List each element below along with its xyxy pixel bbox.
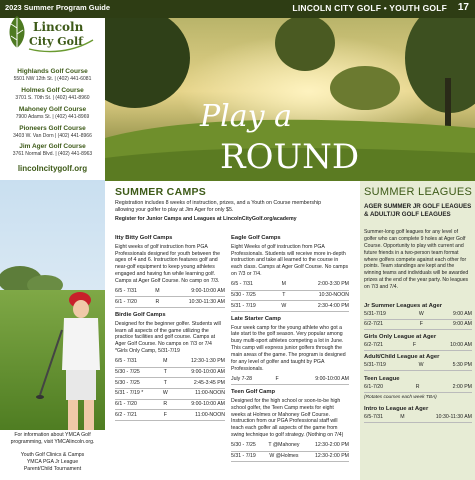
camp-desc: Designed for the beginner golfer. Students will learn all aspects of the game utilizing the practice facilities and golf course. Camps at Ager Golf Course. No camps on 7/3 or 7/4 *Girls Only Camp, 5/31-7/19 <box>115 320 221 355</box>
sched-dates: 5/31 - 7/19 <box>231 301 279 312</box>
sched-time: 9:00 AM <box>427 310 472 319</box>
league-schedule <box>364 310 472 330</box>
sched-dates: 6/1-7/20 <box>364 383 413 392</box>
camp-desc: Designed for the high school or soon-to-be high school golfer, the Teen Camp meets for eight weeks at Holmes or Mahoney Golf Course. Instruction from our PGA Professional staff will teach each golfer all aspects of the game from swing technique to golf strategy. (Nothing on 7/4) <box>231 397 344 439</box>
camps-intro: Registration includes 8 weeks of instruction, prizes, and a Youth on Course membership allowing your golfer to play at Jim Ager for only $5. <box>115 200 322 214</box>
course-name: Mahoney Golf Course <box>18 106 87 113</box>
leagues-subtitle: AGER SUMMER JR GOLF LEAGUES & ADULT/JR GOLF LEAGUES <box>364 203 472 218</box>
table-row <box>115 399 225 410</box>
leagues-title: SUMMER LEAGUES <box>364 186 473 198</box>
camp-title: Late Starter Camp <box>231 315 281 322</box>
sched-time: 2:00 PM <box>422 383 472 392</box>
table-row <box>364 413 472 422</box>
course-highlands <box>0 68 105 82</box>
course-address: 3761 Normal Blvd. | (402) 441-8963 <box>12 151 93 157</box>
sched-dates: 6/1 - 7/20 <box>115 297 154 308</box>
table-row <box>115 367 225 378</box>
table-row <box>364 341 472 350</box>
sched-day: R <box>154 297 162 308</box>
table-row <box>364 361 472 370</box>
table-row <box>115 297 225 308</box>
table-row <box>115 357 225 367</box>
table-row <box>364 383 472 392</box>
sched-day: F <box>416 319 428 329</box>
hero-golf-course-photo <box>105 18 475 181</box>
camp-title: Eagle Golf Camps <box>231 235 281 241</box>
sched-day: R <box>161 399 169 410</box>
section-title: LINCOLN CITY GOLF • YOUTH GOLF <box>292 3 447 13</box>
course-mahoney <box>0 106 105 120</box>
camp-desc: Eight weeks of golf instruction from PGA Professionals designed for youth between the ages of 4 and 6. Instruction features golf and near-golf equipment to keep young athletes engaged and having fun while learning golf. Camps at Ager Golf Course. No camp on 7/3. <box>115 243 220 284</box>
sched-time: 10:30-11:30 AM <box>161 297 225 308</box>
sched-time: 9:00-10:00 AM <box>280 375 349 385</box>
camp-schedule <box>115 287 225 308</box>
table-row <box>231 301 349 312</box>
table-row <box>364 310 472 319</box>
table-row <box>115 378 225 389</box>
sched-time: 10:30-NOON <box>289 290 349 301</box>
table-row <box>115 410 225 421</box>
course-address: 7900 Adams St. | (402) 441-8969 <box>15 114 90 120</box>
league-adult-child <box>364 354 472 373</box>
course-jim-ager <box>0 143 105 157</box>
sched-dates: 6/1 - 7/20 <box>115 399 161 410</box>
camps-register: Register for Junior Camps and Leagues at LincolnCityGolf.org/academy <box>115 216 297 222</box>
sched-dates: 5/30 - 7/25 <box>115 367 161 378</box>
league-title: Adult/Child League at Ager <box>364 354 440 360</box>
league-schedule <box>364 383 472 393</box>
table-row <box>231 451 349 462</box>
camp-desc: Four week camp for the young athlete who got a late start to the golf season. Very popular among busy multi-sport athletes competing a lot in June. This camp will express junior golfers through the main areas of the game. The program is designed for any level of golfer and taught by PGA Professionals. <box>231 324 346 372</box>
table-row <box>364 319 472 329</box>
hero-line2: ROUND <box>220 137 360 177</box>
page-number: 17 <box>457 2 469 13</box>
sched-time: 10:30-11:30 AM <box>406 413 472 422</box>
itty-bitty-camps <box>115 235 225 423</box>
sched-dates: 6/5 - 7/31 <box>115 287 154 297</box>
sched-day: W @Holmes <box>264 451 305 462</box>
sched-time: 9:00-10:00 AM <box>169 399 225 410</box>
sched-time: 11:00-NOON <box>169 410 225 421</box>
table-row <box>231 441 349 451</box>
camp-schedule <box>231 441 349 462</box>
course-address: 3701 S. 70th St. | (402) 441-8960 <box>15 95 90 101</box>
league-intro <box>364 406 472 425</box>
ymca-item: YMCA PGA Jr League <box>26 458 79 465</box>
course-address: 3403 W. Van Dorn | (402) 441-8966 <box>13 133 92 139</box>
sched-dates: 5/30 - 7/25 <box>231 290 279 301</box>
sched-dates: 6/2-7/21 <box>364 319 416 329</box>
camp-schedule <box>115 357 225 421</box>
ymca-item: Youth Golf Clinics & Camps <box>20 452 85 458</box>
sched-day: F <box>411 341 419 350</box>
league-girls-only <box>364 334 472 353</box>
league-title: Jr Summer Leagues at Ager <box>364 303 443 309</box>
kid-golfer-photo <box>0 180 105 430</box>
sched-time: 10:00 AM <box>418 341 472 350</box>
sched-day: T <box>279 290 289 301</box>
league-jr-summer <box>364 303 472 332</box>
table-row <box>115 388 225 399</box>
sched-dates: 6/2-7/21 <box>364 341 411 350</box>
sched-day: W <box>279 301 289 312</box>
table-row <box>231 375 349 385</box>
course-name: Jim Ager Golf Course <box>19 143 86 150</box>
ymca-list <box>2 452 103 472</box>
sched-time: 9:00-10:00 AM <box>169 367 225 378</box>
league-schedule <box>364 341 472 351</box>
sched-dates: 5/30 - 7/25 <box>115 378 161 389</box>
league-teen <box>364 376 472 400</box>
leagues-desc: Summer-long golf leagues for any level of golfer who can complete 9 holes at Ager Golf Course. Opportunity to play with current and future friends in a two-person team format where golfers compete against each other for points. Team standings are kept and the winning teams and individuals will be awarded prizes at the end of the year party. No leagues on 7/3 and 7/4. <box>364 229 469 290</box>
sched-day: W <box>416 310 428 319</box>
sched-dates: 5/31 - 7/19 <box>231 451 264 462</box>
ymca-info: For information about YMCA Golf programming, visit YMCAlincoln.org. <box>10 432 95 445</box>
league-note: (Rotates courses each week TBA) <box>364 394 437 400</box>
sched-time: 11:00-NOON <box>169 388 225 399</box>
sched-day: T @Mahoney <box>264 441 305 451</box>
camp-title: Itty Bitty Golf Camps <box>115 235 173 241</box>
course-holmes <box>0 87 105 101</box>
camps-title: SUMMER CAMPS <box>115 186 207 198</box>
sched-time: 9:00 AM <box>427 319 472 329</box>
leaf-icon <box>10 16 25 48</box>
camp-schedule <box>231 280 349 312</box>
sched-time: 12:30-1:30 PM <box>169 357 225 367</box>
table-row <box>115 287 225 297</box>
league-title: Intro to League at Ager <box>364 406 429 412</box>
sched-dates: 6/5-7/31 <box>364 413 399 422</box>
sched-day: W <box>161 388 169 399</box>
course-pioneers <box>0 125 105 139</box>
sched-dates: 5/31 - 7/19 * <box>115 388 161 399</box>
sched-time: 5:30 PM <box>427 361 472 370</box>
sched-dates: 5/31-7/19 <box>364 361 415 370</box>
table-row <box>231 290 349 301</box>
logo-line1: Lincoln <box>33 20 84 34</box>
course-name: Highlands Golf Course <box>17 68 88 75</box>
guide-title: 2023 Summer Program Guide <box>5 3 111 12</box>
league-title: Girls Only League at Ager <box>364 334 437 340</box>
eagle-late-teen-camps <box>231 235 349 464</box>
sched-day: T <box>161 378 169 389</box>
table-row <box>231 280 349 290</box>
sched-time: 2:45-3:45 PM <box>169 378 225 389</box>
camp-desc: Eight Weeks of golf instruction from PGA Professionals. Students will receive more in-depth instruction and take all learned to the course in each class. Camps at Ager Golf Course. No camps on 7/3 or 7/4. <box>231 243 349 278</box>
camp-schedule <box>231 375 349 386</box>
logo-line2: City Golf <box>29 35 83 48</box>
lincoln-city-golf-logo <box>3 10 101 60</box>
sched-time: 9:00-10:00 AM <box>161 287 225 297</box>
sched-dates: 6/5 - 7/31 <box>115 357 161 367</box>
sched-dates: 6/2 - 7/21 <box>115 410 161 421</box>
sched-dates: 5/30 - 7/25 <box>231 441 264 451</box>
sched-day: W <box>415 361 426 370</box>
sched-dates: July 7-28 <box>231 375 274 385</box>
sched-day: R <box>413 383 423 392</box>
sched-dates: 6/5 - 7/31 <box>231 280 279 290</box>
ymca-item: Parent/Child Tournament <box>23 465 82 472</box>
course-address: 5501 NW 12th St. | (402) 441-6081 <box>13 76 92 82</box>
sched-time: 2:00-3:30 PM <box>289 280 349 290</box>
sched-day: F <box>161 410 169 421</box>
sched-day: M <box>279 280 289 290</box>
sched-time: 12:30-2:00 PM <box>304 441 349 451</box>
hero-line1: Play a <box>200 99 293 134</box>
sched-time: 2:30-4:00 PM <box>289 301 349 312</box>
course-name: Holmes Golf Course <box>21 87 84 94</box>
league-schedule <box>364 413 472 423</box>
website-link[interactable]: lincolncitygolf.org <box>17 164 88 173</box>
camp-title: Birdie Golf Camps <box>115 312 166 319</box>
league-schedule <box>364 361 472 371</box>
sched-day: T <box>161 367 169 378</box>
camp-title: Teen Golf Camp <box>231 389 276 396</box>
sched-day: M <box>400 414 405 421</box>
course-name: Pioneers Golf Course <box>19 125 86 132</box>
sched-day: M <box>161 357 169 367</box>
sched-day: F <box>274 375 280 385</box>
sched-day: M <box>154 287 162 297</box>
sched-time: 12:30-2:00 PM <box>304 451 349 462</box>
sched-dates: 5/31-7/19 <box>364 310 416 319</box>
league-title: Teen League <box>364 376 400 382</box>
